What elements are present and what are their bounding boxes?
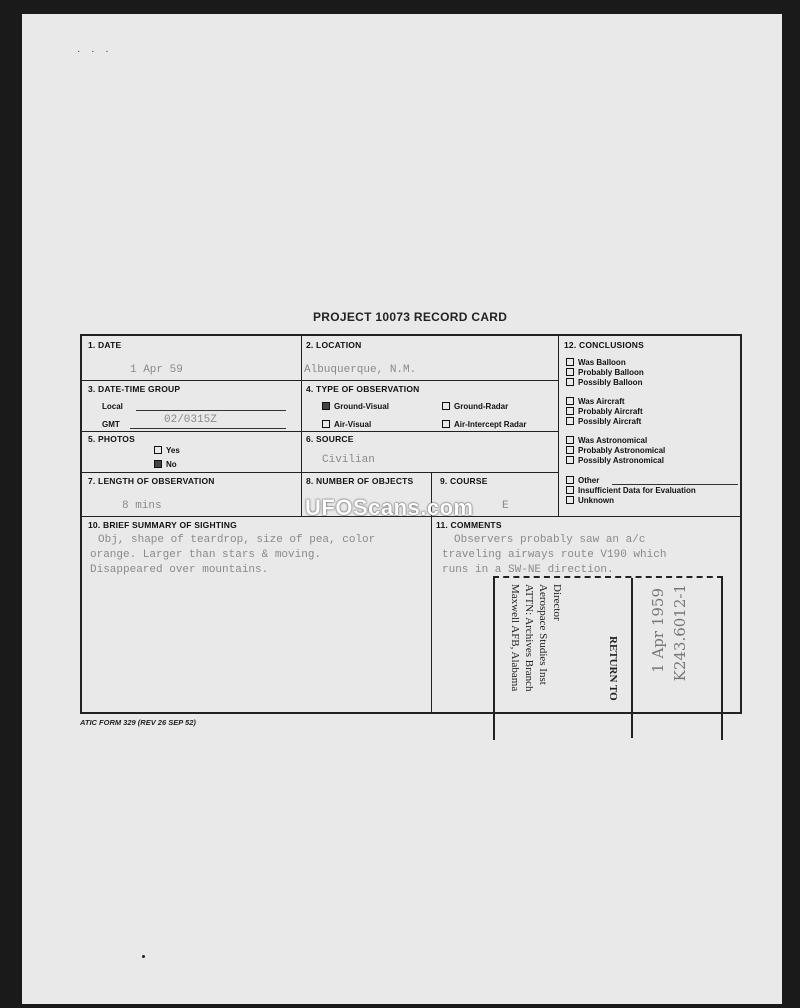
checkbox-checked-icon xyxy=(154,460,162,468)
option-ground-radar: Ground-Radar xyxy=(442,402,508,411)
form-number: ATIC FORM 329 (REV 26 SEP 52) xyxy=(80,718,196,727)
comments-line: runs in a SW-NE direction. xyxy=(442,564,614,576)
stamp-line: ATTN: Archives Branch xyxy=(523,584,535,692)
course-value: E xyxy=(502,500,509,512)
conclusion-option: Was Balloon xyxy=(566,358,626,367)
scan-dot xyxy=(142,955,145,958)
source-value: Civilian xyxy=(322,454,375,466)
option-air-intercept-radar: Air-Intercept Radar xyxy=(442,420,526,429)
checkbox-icon xyxy=(154,446,162,454)
date-label: 1. DATE xyxy=(88,340,122,350)
return-to-label: RETURN TO xyxy=(607,636,619,701)
stamp-line: Maxwell AFB, Alabama xyxy=(509,584,521,692)
photos-yes: Yes xyxy=(154,446,180,455)
course-label: 9. COURSE xyxy=(440,476,488,486)
handwritten-reference: K243.6012-1 xyxy=(671,584,689,682)
stamp-line: Aerospace Studies Inst xyxy=(537,584,549,685)
conclusion-option: Was Aircraft xyxy=(566,397,625,406)
local-label: Local xyxy=(102,402,123,411)
handwritten-date: 1 Apr 1959 xyxy=(649,588,667,673)
location-value: Albuquerque, N.M. xyxy=(304,364,417,376)
comments-label: 11. COMMENTS xyxy=(436,520,502,530)
conclusion-option: Probably Astronomical xyxy=(566,446,665,455)
summary-line: Disappeared over mountains. xyxy=(90,564,269,576)
watermark: UFOScans.com xyxy=(305,495,474,520)
summary-line: orange. Larger than stars & moving. xyxy=(90,549,322,561)
conclusion-option: Possibly Balloon xyxy=(566,378,642,387)
card-title: PROJECT 10073 RECORD CARD xyxy=(313,310,508,324)
checkbox-checked-icon xyxy=(322,402,330,410)
summary-line: Obj, shape of teardrop, size of pea, color xyxy=(98,534,376,546)
conclusion-option: Other xyxy=(566,476,599,485)
gmt-value: 02/0315Z xyxy=(164,414,217,426)
source-label: 6. SOURCE xyxy=(306,434,354,444)
photos-label: 5. PHOTOS xyxy=(88,434,135,444)
option-ground-visual: Ground-Visual xyxy=(322,402,389,411)
comments-line: Observers probably saw an a/c xyxy=(454,534,646,546)
checkbox-icon xyxy=(442,420,450,428)
observation-type-label: 4. TYPE OF OBSERVATION xyxy=(306,384,420,394)
return-to-stamp xyxy=(493,576,723,740)
conclusion-option: Possibly Aircraft xyxy=(566,417,641,426)
checkbox-icon xyxy=(442,402,450,410)
scan-marks: · · · xyxy=(77,46,113,57)
date-value: 1 Apr 59 xyxy=(130,364,183,376)
option-air-visual: Air-Visual xyxy=(322,420,371,429)
gmt-label: GMT xyxy=(102,420,120,429)
summary-label: 10. BRIEF SUMMARY OF SIGHTING xyxy=(88,520,237,530)
conclusion-option: Unknown xyxy=(566,496,614,505)
conclusion-option: Probably Aircraft xyxy=(566,407,643,416)
conclusion-option: Probably Balloon xyxy=(566,368,644,377)
conclusion-option: Possibly Astronomical xyxy=(566,456,664,465)
conclusions-label: 12. CONCLUSIONS xyxy=(564,340,644,350)
dtg-label: 3. DATE-TIME GROUP xyxy=(88,384,181,394)
location-label: 2. LOCATION xyxy=(306,340,362,350)
num-objects-label: 8. NUMBER OF OBJECTS xyxy=(306,476,414,486)
conclusion-option: Insufficient Data for Evaluation xyxy=(566,486,696,495)
photos-no: No xyxy=(154,460,177,469)
length-label: 7. LENGTH OF OBSERVATION xyxy=(88,476,215,486)
conclusion-option: Was Astronomical xyxy=(566,436,647,445)
comments-line: traveling airways route V190 which xyxy=(442,549,667,561)
stamp-line: Director xyxy=(551,584,563,621)
length-value: 8 mins xyxy=(122,500,162,512)
checkbox-icon xyxy=(322,420,330,428)
